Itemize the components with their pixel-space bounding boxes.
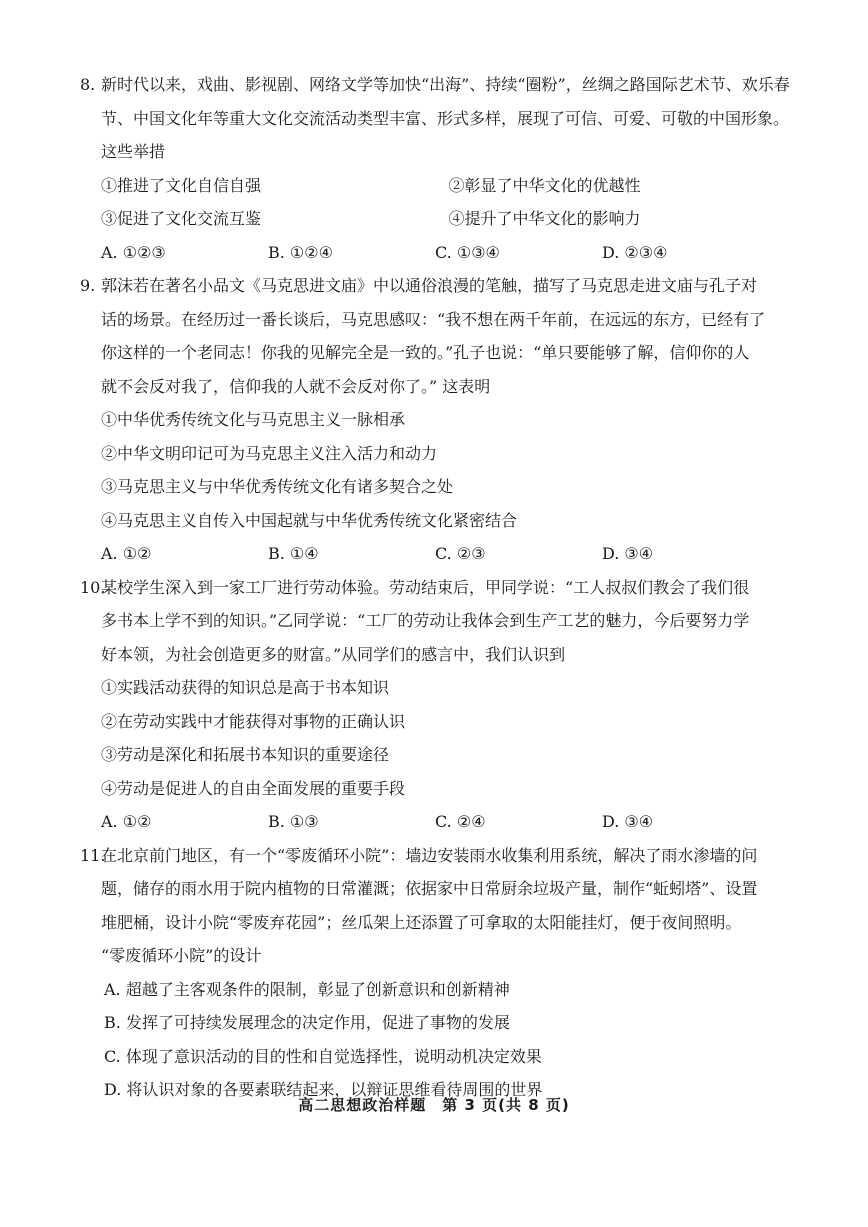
statement-3: ③劳动是深化和拓展书本知识的重要途径 (101, 745, 390, 764)
question-stem-line: 多书本上学不到的知识。”乙同学说：“工厂的劳动让我体会到生产工艺的魅力，今后要努力学 (101, 611, 750, 630)
question-stem-line (80, 269, 796, 303)
options-row (80, 805, 796, 839)
statement-2: ②在劳动实践中才能获得对事物的正确认识 (101, 711, 406, 731)
option-b: B. ①④ (268, 544, 319, 563)
question-stem-line: 好本领，为社会创造更多的财富。”从同学们的感言中，我们认识到 (101, 644, 566, 664)
option-c: C. 体现了意识活动的目的性和自觉选择性，说明动机决定效果 (104, 1046, 542, 1066)
options-row (80, 236, 796, 270)
statement-4: ④马克思主义自传入中国起就与中华优秀传统文化紧密结合 (101, 510, 518, 530)
option-b: B. 发挥了可持续发展理念的决定作用，促进了事物的发展 (104, 1013, 510, 1032)
question-stem-line: 你这样的一个老同志！你我的见解完全是一致的。”孔子也说：“单只要能够了解，信仰你的人 (101, 343, 750, 362)
statement-row (80, 169, 796, 203)
statement-3: ③促进了文化交流互鉴 (101, 209, 262, 228)
stem-text: 郭沫若在著名小品文《马克思进文庙》中以通俗浪漫的笔触，描写了马克思走进文庙与孔子对 (101, 276, 758, 295)
page-footer: 高二思想政治样题 第 3 页(共 8 页) (298, 1096, 570, 1114)
question-stem-line (80, 68, 796, 102)
statement-2: ②彰显了中华文化的优越性 (448, 175, 641, 195)
statement-4: ④劳动是促进人的自由全面发展的重要手段 (101, 778, 406, 798)
question-number: 11. (80, 845, 106, 865)
question-8 (80, 68, 796, 269)
question-number: 8. (80, 75, 96, 94)
statement-3: ③马克思主义与中华优秀传统文化有诸多契合之处 (101, 477, 454, 496)
question-stem-line (80, 839, 796, 873)
statement-1: ①中华优秀传统文化与马克思主义一脉相承 (101, 410, 406, 429)
question-number: 10. (80, 577, 106, 597)
question-stem-line: 题，储存的雨水用于院内植物的日常灌溉；依据家中日常厨余垃圾产量，制作“蚯蚓塔”、设置 (101, 879, 758, 898)
option-c: C. ②③ (435, 544, 486, 563)
question-stem-line: 话的场景。在经历过一番长谈后，马克思感叹：“我不想在两千年前，在远远的东方，已经有了 (101, 309, 766, 329)
option-d: D. ③④ (602, 544, 654, 563)
option-a: A. ①② (101, 544, 152, 563)
statement-1: ①实践活动获得的知识总是高于书本知识 (101, 678, 390, 697)
question-stem-line: 堆肥桶，设计小院“零废弃花园”；丝瓜架上还添置了可拿取的太阳能挂灯，便于夜间照明。 (101, 912, 742, 932)
question-9 (80, 269, 796, 571)
question-stem-line: 节、中国文化年等重大文化交流活动类型丰富、形式多样，展现了可信、可爱、可敬的中国形象。 (101, 108, 790, 128)
stem-text: 某校学生深入到一家工厂进行劳动体验。劳动结束后，甲同学说：“工人叔叔们教会了我们很 (101, 577, 750, 597)
statement-1: ①推进了文化自信自强 (101, 175, 262, 195)
statement-row (80, 202, 796, 236)
option-b: B. ①②④ (268, 242, 333, 262)
question-10 (80, 571, 796, 839)
option-b: B. ①③ (268, 812, 319, 831)
option-a: A. 超越了主客观条件的限制，彰显了创新意识和创新精神 (104, 979, 510, 999)
option-a: A. ①② (101, 812, 152, 831)
question-stem-line: “零废循环小院”的设计 (101, 946, 262, 965)
question-stem-line: 就不会反对我了，信仰我的人就不会反对你了。” 这表明 (101, 376, 491, 396)
question-11 (80, 839, 796, 1107)
option-a: A. ①②③ (101, 242, 166, 262)
question-stem-line (80, 571, 796, 605)
option-d: D. ③④ (602, 812, 654, 831)
options-row (80, 537, 796, 571)
option-d: D. 将认识对象的各要素联结起来，以辩证思维看待周围的世界 (104, 1080, 543, 1099)
statement-2: ②中华文明印记可为马克思主义注入活力和动力 (101, 443, 438, 463)
option-c: C. ①③④ (435, 242, 500, 262)
stem-text: 在北京前门地区，有一个“零废循环小院”：墙边安装雨水收集利用系统，解决了雨水渗墙的问 (101, 845, 758, 865)
stem-text: 新时代以来，戏曲、影视剧、网络文学等加快“出海”、持续“圈粉”，丝绸之路国际艺术节、欢乐春 (101, 75, 790, 94)
question-stem-line: 这些举措 (101, 142, 166, 161)
statement-4: ④提升了中华文化的影响力 (448, 209, 641, 228)
page-content (80, 68, 796, 1107)
question-number: 9. (80, 276, 96, 295)
option-c: C. ②④ (435, 812, 486, 831)
option-d: D. ②③④ (602, 242, 668, 262)
